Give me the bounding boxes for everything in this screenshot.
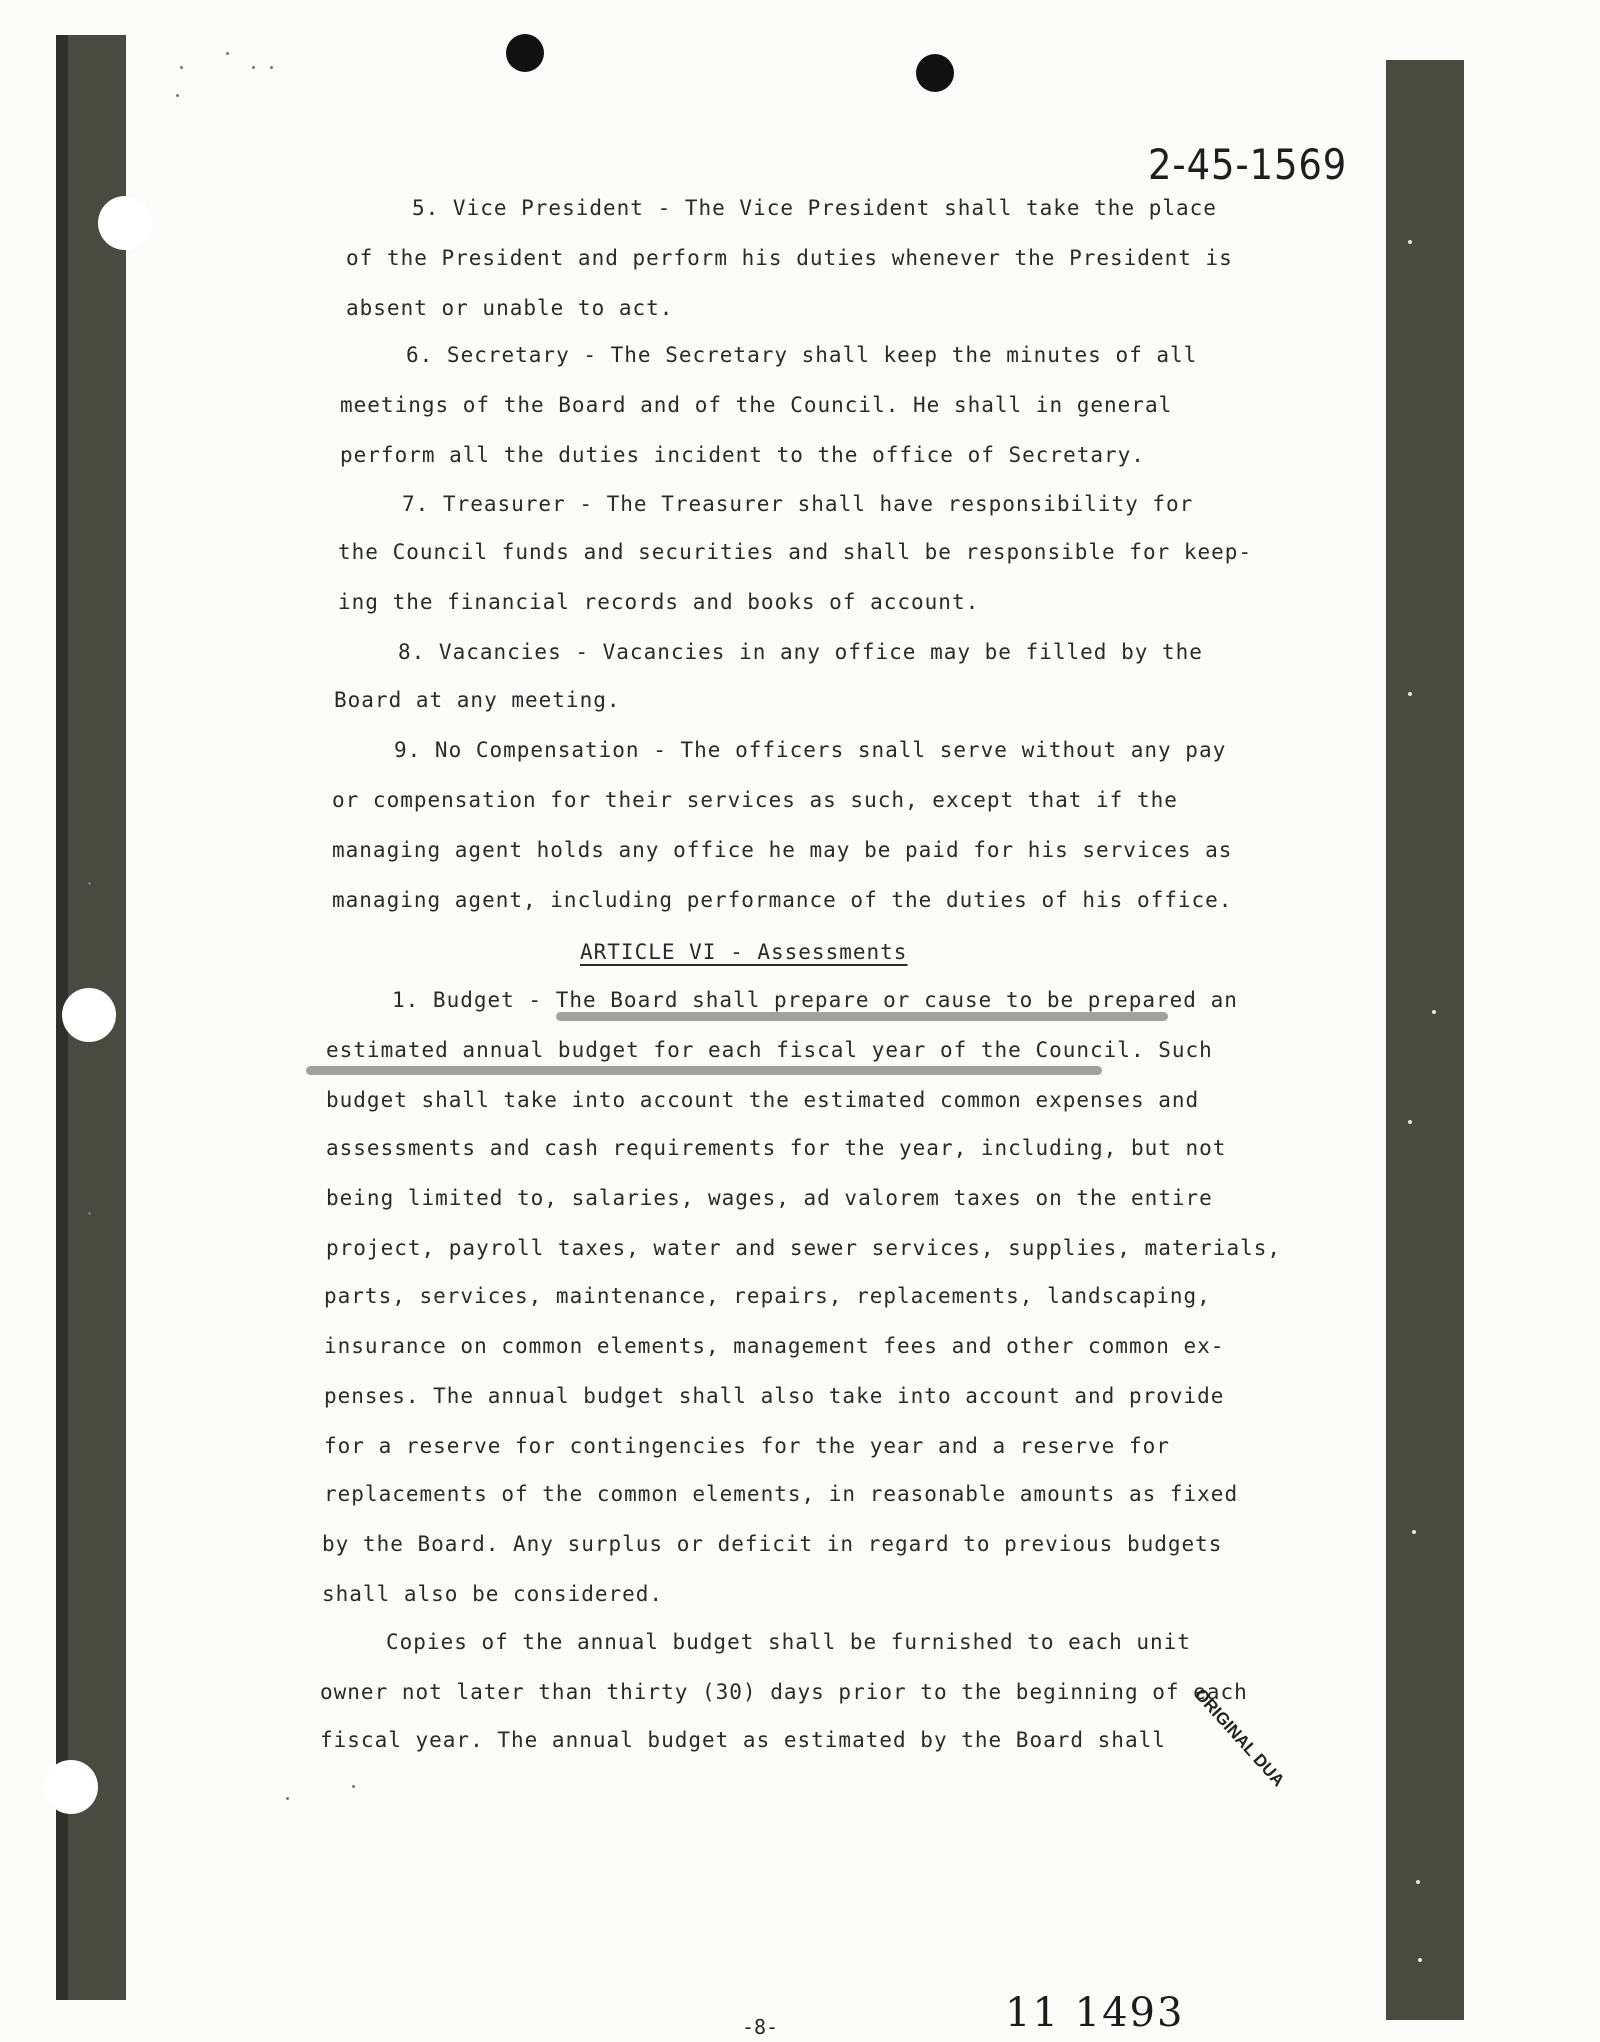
text-line: perform all the duties incident to the office of Secretary. bbox=[340, 443, 1145, 467]
text-line: managing agent holds any office he may be paid for his services as bbox=[332, 838, 1233, 862]
text-line: fiscal year. The annual budget as estimated by the Board shall bbox=[320, 1728, 1166, 1752]
text-line: the Council funds and securities and shall be responsible for keep- bbox=[338, 540, 1253, 564]
page-number: -8- bbox=[742, 2015, 779, 2039]
text-line: Board at any meeting. bbox=[334, 688, 621, 712]
text-line: insurance on common elements, management fees and other common ex- bbox=[324, 1334, 1225, 1358]
text-line: 9. No Compensation - The officers snall serve without any pay bbox=[394, 738, 1227, 762]
text-line: 1. Budget - The Board shall prepare or cause to be prepared an bbox=[392, 988, 1238, 1012]
text-line: 6. Secretary - The Secretary shall keep the minutes of all bbox=[406, 343, 1198, 367]
scan-speck bbox=[176, 94, 179, 97]
punch-hole-middle bbox=[62, 988, 116, 1042]
highlight-mark bbox=[306, 1066, 1102, 1075]
scan-speck bbox=[1412, 1530, 1416, 1534]
scan-speck bbox=[352, 1785, 355, 1788]
text-line: being limited to, salaries, wages, ad valorem taxes on the entire bbox=[326, 1186, 1213, 1210]
binder-hole-left bbox=[506, 34, 544, 72]
scan-speck bbox=[270, 66, 273, 69]
highlight-mark bbox=[556, 1012, 1168, 1021]
scan-speck bbox=[252, 66, 255, 69]
book-page-number: 11 1493 bbox=[1005, 1990, 1185, 2036]
scan-speck bbox=[1432, 1010, 1436, 1014]
text-line: managing agent, including performance of the duties of his office. bbox=[332, 888, 1233, 912]
text-line: of the President and perform his duties whenever the President is bbox=[346, 246, 1233, 270]
text-line: meetings of the Board and of the Council. He shall in general bbox=[340, 393, 1173, 417]
scan-speck bbox=[1418, 1958, 1422, 1962]
text-line: assessments and cash requirements for the year, including, but not bbox=[326, 1136, 1227, 1160]
scan-speck bbox=[180, 66, 183, 69]
line-vice-president: 5. Vice President - The Vice President shall take the place bbox=[412, 196, 1217, 220]
scan-speck bbox=[226, 52, 229, 55]
text-line: 8. Vacancies - Vacancies in any office may be filled by the bbox=[398, 640, 1203, 664]
scan-speck bbox=[1408, 1120, 1412, 1124]
scan-speck bbox=[1408, 692, 1412, 696]
document-number: 2-45-1569 bbox=[1148, 140, 1348, 189]
scan-speck bbox=[1416, 1880, 1420, 1884]
scan-speck bbox=[286, 1797, 289, 1800]
text-line: replacements of the common elements, in reasonable amounts as fixed bbox=[324, 1482, 1239, 1506]
right-scan-border bbox=[1386, 60, 1464, 2020]
binder-hole-right bbox=[916, 54, 954, 92]
text-line bbox=[412, 196, 1217, 220]
text-line: project, payroll taxes, water and sewer services, supplies, materials, bbox=[326, 1236, 1282, 1260]
text-line: parts, services, maintenance, repairs, replacements, landscaping, bbox=[324, 1284, 1211, 1308]
text-line: for a reserve for contingencies for the year and a reserve for bbox=[324, 1434, 1170, 1458]
punch-hole-bottom bbox=[44, 1760, 98, 1814]
scan-speck bbox=[1408, 240, 1412, 244]
text-line: estimated annual budget for each fiscal year of the Council. Such bbox=[326, 1038, 1213, 1062]
text-line: owner not later than thirty (30) days prior to the beginning of each bbox=[320, 1680, 1248, 1704]
text-line: ing the financial records and books of account. bbox=[338, 590, 980, 614]
text-line: Copies of the annual budget shall be furnished to each unit bbox=[386, 1630, 1191, 1654]
scan-speck bbox=[88, 882, 91, 885]
text-line: penses. The annual budget shall also take into account and provide bbox=[324, 1384, 1225, 1408]
text-line: by the Board. Any surplus or deficit in regard to previous budgets bbox=[322, 1532, 1223, 1556]
scan-speck bbox=[88, 1212, 91, 1215]
text-line: absent or unable to act. bbox=[346, 296, 674, 320]
text-line: shall also be considered. bbox=[322, 1582, 664, 1606]
stamp-text: ORIGINAL DUA bbox=[1190, 1685, 1289, 1791]
punch-hole-top bbox=[98, 196, 152, 250]
text-line: or compensation for their services as such, except that if the bbox=[332, 788, 1178, 812]
article-title: ARTICLE VI - Assessments bbox=[580, 940, 908, 964]
text-line: budget shall take into account the estimated common expenses and bbox=[326, 1088, 1200, 1112]
text-line: 7. Treasurer - The Treasurer shall have responsibility for bbox=[402, 492, 1194, 516]
